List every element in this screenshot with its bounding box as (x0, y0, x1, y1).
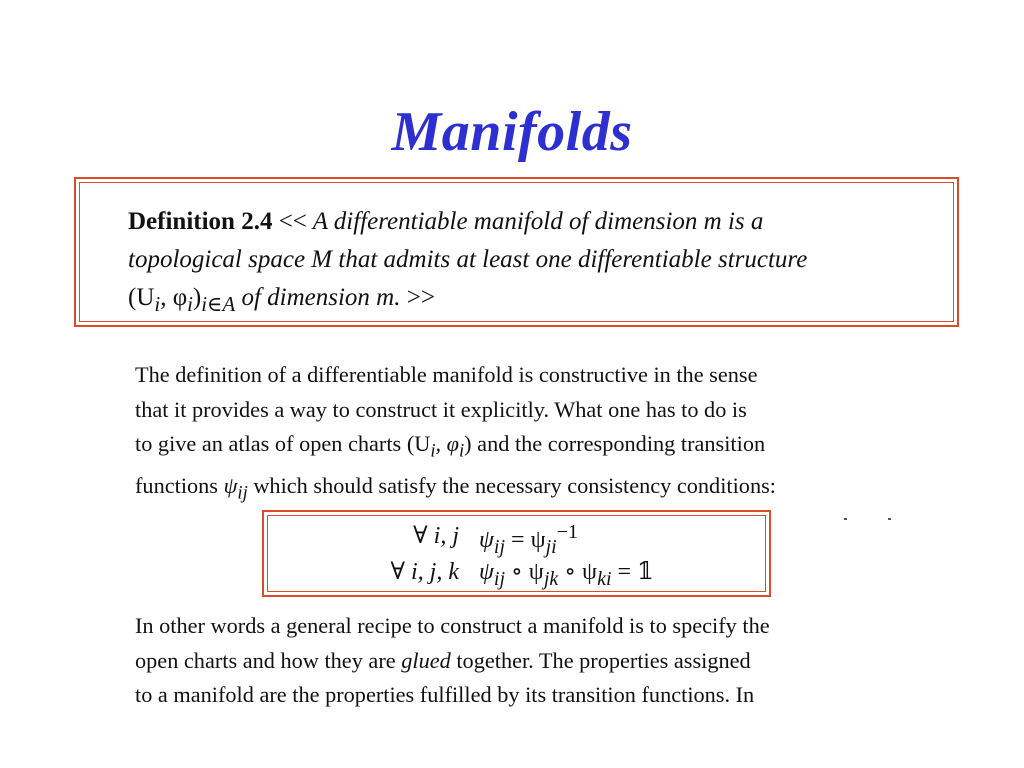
paragraph-2-line-3: to a manifold are the properties fulfilled by its transition functions. In (135, 682, 755, 707)
equation-row-1 (264, 521, 769, 558)
paragraph-1-line-1: The definition of a differentiable manifold is constructive in the sense (135, 362, 758, 387)
scan-artifact-dots (840, 516, 900, 522)
paragraph-2-line-1: In other words a general recipe to construct a manifold is to specify the (135, 613, 770, 638)
paragraph-2-line-2: open charts and how they are glued together. The properties assigned (135, 647, 751, 673)
equation-2-formula: $\psi_{ij}$ ∘ $\psi_{jk}$ ∘ $\psi_{ki}$ = 𝟙 (479, 559, 654, 590)
definition-open-marker: << (278, 208, 307, 235)
definition-label: Definition 2.4 (128, 208, 273, 235)
equation-1-formula: $\psi_{ij} = \psi_{ji}^{-1}$ (479, 521, 578, 558)
equation-1-quantifier: ∀ i, j (413, 523, 459, 549)
definition-line-1 (128, 203, 928, 241)
equation-2-quantifier: ∀ i, j, k (390, 559, 459, 585)
definition-box (74, 177, 959, 327)
definition-close-marker: >> (406, 284, 435, 311)
paragraph-1 (135, 358, 905, 511)
consistency-conditions-box (262, 510, 771, 597)
paragraph-2 (135, 609, 905, 713)
definition-line-3: ($U_i$, $\varphi_i)_{i\in A}$ of dimension m. >> (128, 284, 435, 316)
paragraph-1-line-3: to give an atlas of open charts ($U_i$, $\varphi_i$) and the corresponding transition (135, 431, 766, 462)
definition-text (128, 203, 928, 323)
definition-line-1-text: A differentiable manifold of dimension m is a (312, 208, 764, 235)
paragraph-1-line-4: functions $\psi_{ij}$ which should satisfy the necessary consistency conditions: (135, 472, 776, 504)
definition-line-2: topological space M that admits at least one differentiable structure (128, 246, 808, 273)
equation-row-2 (264, 557, 769, 589)
slide-title: Manifolds (391, 101, 633, 163)
paragraph-1-line-2: that it provides a way to construct it explicitly. What one has to do is (135, 396, 747, 422)
emphasis-glued: glued (401, 647, 451, 673)
